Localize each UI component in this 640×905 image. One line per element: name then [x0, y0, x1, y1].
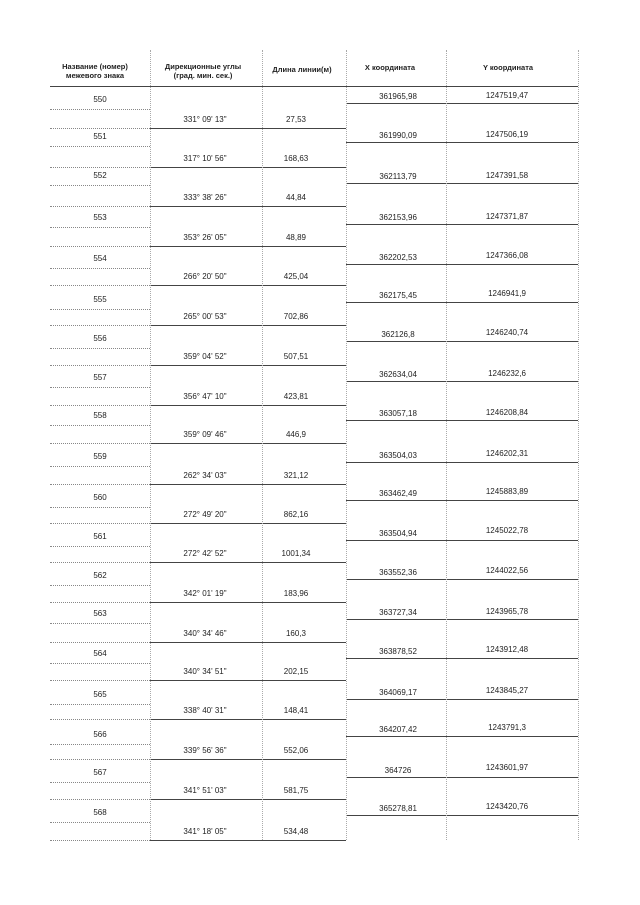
x-coordinate: 365278,81 [379, 804, 417, 813]
segment-row-rule [150, 325, 346, 326]
x-coordinate: 362153,96 [379, 213, 417, 222]
coordinate-row-rule [346, 579, 578, 580]
x-coordinate: 363057,18 [379, 409, 417, 418]
y-coordinate: 1243845,27 [485, 686, 529, 695]
coordinate-row-rule [346, 736, 578, 737]
x-coordinate: 363878,52 [379, 647, 417, 656]
point-name: 556 [93, 334, 107, 343]
y-coordinate: 1247391,58 [485, 171, 529, 180]
segment-name-rule [50, 285, 150, 286]
line-length: 862,16 [283, 510, 309, 519]
column-separator [578, 50, 579, 840]
y-coordinate: 1245883,89 [485, 487, 529, 496]
segment-row-rule [150, 840, 346, 841]
point-name: 550 [93, 95, 107, 104]
direction-angle: 341° 51' 03" [183, 786, 227, 795]
segment-row-rule [150, 128, 346, 129]
segment-name-rule [50, 325, 150, 326]
segment-name-rule [50, 562, 150, 563]
segment-row-rule [150, 719, 346, 720]
coordinate-row-rule [346, 103, 578, 104]
name-row-rule [50, 227, 150, 228]
line-length: 148,41 [283, 706, 309, 715]
segment-row-rule [150, 246, 346, 247]
coordinate-row-rule [346, 500, 578, 501]
direction-angle: 359° 04' 52" [183, 352, 227, 361]
line-length: 27,53 [285, 115, 307, 124]
coordinate-row-rule [346, 619, 578, 620]
point-name: 560 [93, 493, 107, 502]
y-coordinate: 1246208,84 [485, 408, 529, 417]
x-coordinate: 363504,94 [379, 529, 417, 538]
segment-row-rule [150, 680, 346, 681]
y-coordinate: 1246202,31 [485, 449, 529, 458]
line-length: 446,9 [285, 430, 307, 439]
coordinate-row-rule [346, 264, 578, 265]
segment-row-rule [150, 443, 346, 444]
direction-angle: 272° 49' 20" [183, 510, 227, 519]
header-angle: Дирекционные углы (град. мин. сек.) [164, 62, 242, 80]
header-length: Длина линии(м) [272, 65, 332, 74]
line-length: 48,89 [285, 233, 307, 242]
point-name: 562 [93, 571, 107, 580]
point-name: 557 [93, 373, 107, 382]
segment-row-rule [150, 484, 346, 485]
y-coordinate: 1246232,6 [488, 369, 526, 378]
x-coordinate: 363552,36 [379, 568, 417, 577]
name-row-rule [50, 704, 150, 705]
segment-row-rule [150, 562, 346, 563]
x-coordinate: 361965,98 [379, 92, 417, 101]
name-row-rule [50, 822, 150, 823]
name-row-rule [50, 466, 150, 467]
y-coordinate: 1243912,48 [485, 645, 529, 654]
y-coordinate: 1243965,78 [485, 607, 529, 616]
point-name: 555 [93, 295, 107, 304]
line-length: 552,06 [283, 746, 309, 755]
coordinate-row-rule [346, 699, 578, 700]
line-length: 183,96 [283, 589, 309, 598]
line-length: 581,75 [283, 786, 309, 795]
direction-angle: 353° 26' 05" [183, 233, 227, 242]
column-separator [150, 50, 151, 840]
column-separator [446, 50, 447, 840]
coordinate-row-rule [346, 462, 578, 463]
column-separator [262, 50, 263, 840]
direction-angle: 338° 40' 31" [183, 706, 227, 715]
segment-name-rule [50, 719, 150, 720]
point-name: 567 [93, 768, 107, 777]
x-coordinate: 364207,42 [379, 725, 417, 734]
coordinate-row-rule [346, 815, 578, 816]
direction-angle: 339° 56' 36" [183, 746, 227, 755]
segment-row-rule [150, 365, 346, 366]
name-row-rule [50, 585, 150, 586]
segment-row-rule [150, 285, 346, 286]
x-coordinate: 363462,49 [379, 489, 417, 498]
coordinate-row-rule [346, 658, 578, 659]
line-length: 168,63 [283, 154, 309, 163]
coordinate-row-rule [346, 381, 578, 382]
segment-name-rule [50, 799, 150, 800]
x-coordinate: 363504,03 [379, 451, 417, 460]
name-row-rule [50, 782, 150, 783]
y-coordinate: 1244022,56 [485, 566, 529, 575]
segment-name-rule [50, 680, 150, 681]
y-coordinate: 1247519,47 [485, 91, 529, 100]
name-row-rule [50, 387, 150, 388]
segment-name-rule [50, 246, 150, 247]
point-name: 565 [93, 690, 107, 699]
y-coordinate: 1246941,9 [488, 289, 526, 298]
y-coordinate: 1243420,76 [485, 802, 529, 811]
header-y: Y координата [482, 63, 534, 72]
x-coordinate: 364726 [384, 766, 412, 775]
name-row-rule [50, 309, 150, 310]
point-name: 568 [93, 808, 107, 817]
direction-angle: 266° 20' 50" [183, 272, 227, 281]
x-coordinate: 363727,34 [379, 608, 417, 617]
line-length: 202,15 [283, 667, 309, 676]
segment-name-rule [50, 759, 150, 760]
name-row-rule [50, 268, 150, 269]
point-name: 563 [93, 609, 107, 618]
y-coordinate: 1243791,3 [488, 723, 526, 732]
coordinate-row-rule [346, 540, 578, 541]
segment-name-rule [50, 443, 150, 444]
direction-angle: 331° 09' 13" [183, 115, 227, 124]
segment-row-rule [150, 523, 346, 524]
segment-name-rule [50, 206, 150, 207]
segment-row-rule [150, 167, 346, 168]
line-length: 321,12 [283, 471, 309, 480]
segment-row-rule [150, 206, 346, 207]
segment-name-rule [50, 642, 150, 643]
x-coordinate: 361990,09 [379, 131, 417, 140]
segment-name-rule [50, 167, 150, 168]
name-row-rule [50, 146, 150, 147]
point-name: 566 [93, 730, 107, 739]
x-coordinate: 362175,45 [379, 291, 417, 300]
segment-name-rule [50, 365, 150, 366]
direction-angle: 265° 00' 53" [183, 312, 227, 321]
x-coordinate: 362202,53 [379, 253, 417, 262]
line-length: 534,48 [283, 827, 309, 836]
name-row-rule [50, 663, 150, 664]
name-row-rule [50, 507, 150, 508]
direction-angle: 340° 34' 51" [183, 667, 227, 676]
point-name: 558 [93, 411, 107, 420]
segment-row-rule [150, 799, 346, 800]
header-x: X координата [364, 63, 416, 72]
segment-row-rule [150, 405, 346, 406]
x-coordinate: 362634,04 [379, 370, 417, 379]
coordinate-row-rule [346, 224, 578, 225]
segment-row-rule [150, 759, 346, 760]
x-coordinate: 362126,8 [381, 330, 415, 339]
direction-angle: 342° 01' 19" [183, 589, 227, 598]
direction-angle: 272° 42' 52" [183, 549, 227, 558]
line-length: 425,04 [283, 272, 309, 281]
segment-row-rule [150, 642, 346, 643]
line-length: 702,86 [283, 312, 309, 321]
segment-name-rule [50, 840, 150, 841]
point-name: 559 [93, 452, 107, 461]
x-coordinate: 364069,17 [379, 688, 417, 697]
point-name: 561 [93, 532, 107, 541]
direction-angle: 333° 38' 26" [183, 193, 227, 202]
name-row-rule [50, 623, 150, 624]
y-coordinate: 1245022,78 [485, 526, 529, 535]
header-rule [50, 86, 578, 87]
direction-angle: 359° 09' 46" [183, 430, 227, 439]
segment-row-rule [150, 602, 346, 603]
segment-name-rule [50, 484, 150, 485]
point-name: 564 [93, 649, 107, 658]
y-coordinate: 1247506,19 [485, 130, 529, 139]
coordinate-row-rule [346, 777, 578, 778]
name-row-rule [50, 185, 150, 186]
direction-angle: 317° 10' 56" [183, 154, 227, 163]
column-separator [346, 50, 347, 840]
segment-name-rule [50, 128, 150, 129]
direction-angle: 262° 34' 03" [183, 471, 227, 480]
line-length: 507,51 [283, 352, 309, 361]
segment-name-rule [50, 602, 150, 603]
line-length: 1001,34 [281, 549, 311, 558]
coordinate-row-rule [346, 142, 578, 143]
point-name: 551 [93, 132, 107, 141]
line-length: 423,81 [283, 392, 309, 401]
line-length: 160,3 [285, 629, 307, 638]
name-row-rule [50, 546, 150, 547]
segment-name-rule [50, 523, 150, 524]
point-name: 553 [93, 213, 107, 222]
coordinate-row-rule [346, 183, 578, 184]
name-row-rule [50, 744, 150, 745]
direction-angle: 340° 34' 46" [183, 629, 227, 638]
name-row-rule [50, 425, 150, 426]
segment-name-rule [50, 405, 150, 406]
direction-angle: 341° 18' 05" [183, 827, 227, 836]
y-coordinate: 1247366,08 [485, 251, 529, 260]
point-name: 554 [93, 254, 107, 263]
point-name: 552 [93, 171, 107, 180]
coordinate-row-rule [346, 302, 578, 303]
coordinate-row-rule [346, 420, 578, 421]
name-row-rule [50, 109, 150, 110]
y-coordinate: 1247371,87 [485, 212, 529, 221]
coordinate-row-rule [346, 341, 578, 342]
y-coordinate: 1246240,74 [485, 328, 529, 337]
header-name: Название (номер) межевого знака [62, 62, 128, 80]
y-coordinate: 1243601,97 [485, 763, 529, 772]
line-length: 44,84 [285, 193, 307, 202]
name-row-rule [50, 348, 150, 349]
x-coordinate: 362113,79 [379, 172, 417, 181]
direction-angle: 356° 47' 10" [183, 392, 227, 401]
